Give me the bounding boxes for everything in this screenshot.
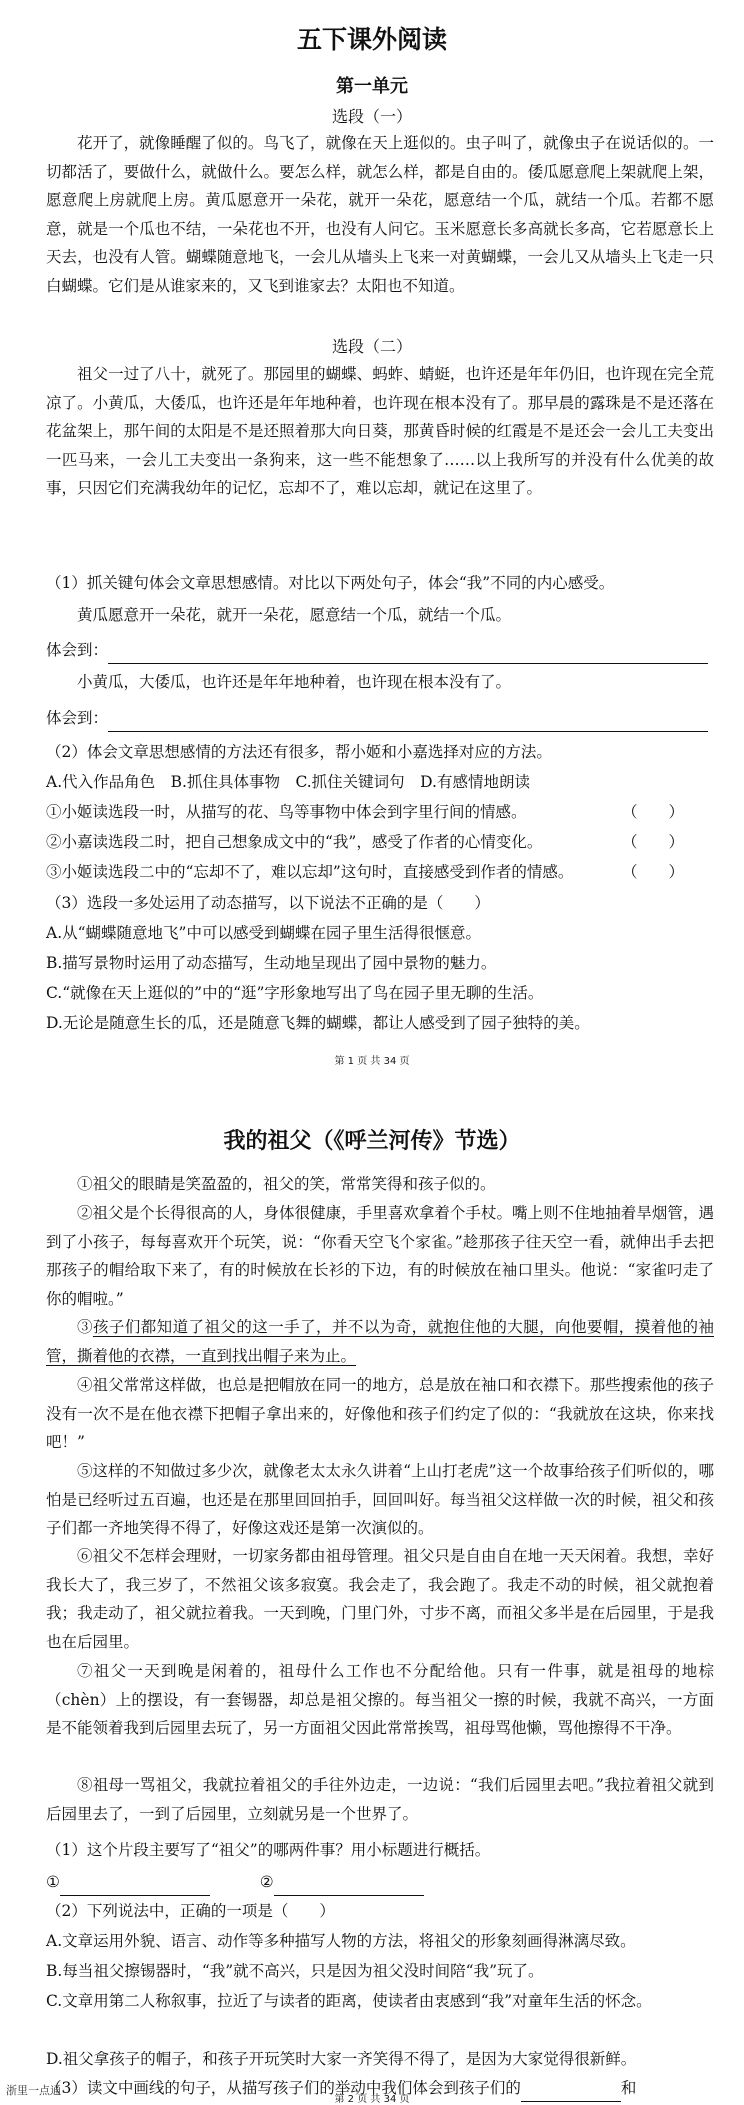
answer-blank-1[interactable] bbox=[60, 1875, 210, 1896]
watermark: 浙里一点通 bbox=[6, 2084, 61, 2097]
answer-paren[interactable]: （ ） bbox=[621, 863, 684, 881]
answer-paren[interactable]: （ ） bbox=[621, 833, 684, 851]
answer-blank-2[interactable] bbox=[274, 1875, 424, 1896]
underlined-sentence: 孩子们都知道了祖父的这一手了，并不以为奇，就抱住他的大腿，向他要帽，摸着他的袖管，撕着他的衣襟，一直到找出帽子来为止。 bbox=[46, 1318, 714, 1365]
question-1: （1）抓关键句体会文章思想感情。对比以下两处句子，体会“我”不同的内心感受。 bbox=[46, 574, 615, 592]
answer-label: 体会到： bbox=[46, 709, 109, 727]
question-3: （3）读文中画线的句子，从描写孩子们的举动中我们体会到孩子们的 和 bbox=[46, 2074, 714, 2102]
question-2-item-1: ①小姬读选段一时，从描写的花、鸟等事物中体会到字里行间的情感。 （ ） bbox=[46, 798, 714, 826]
paragraph-7: ⑦祖父一天到晚是闲着的，祖母什么工作也不分配给他。只有一件事，就是祖母的地棕（chèn）上的摆设，有一套锡器，却总是祖父擦的。每当祖父一擦的时候，我就不高兴，一方面是不能领着我到后园里去玩了，另一方面祖父因此常常挨骂，祖母骂他懒，骂他擦得不干净。 bbox=[46, 1662, 714, 1738]
question-2-option-a: A.文章运用外貌、语言、动作等多种描写人物的方法，将祖父的形象刻画得淋漓尽致。 bbox=[46, 1932, 636, 1950]
paragraph-8: ⑧祖母一骂祖父，我就拉着祖父的手往外边走，一边说：“我们后园里去吧。”我拉着祖父就到后园里去了，一到了后园里，立刻就另是一个世界了。 bbox=[46, 1776, 714, 1823]
question-1-sentence-1: 黄瓜愿意开一朵花，就开一朵花，愿意结一个瓜，就结一个瓜。 bbox=[77, 606, 512, 624]
paragraph-4: ④祖父常常这样做，也总是把帽放在同一的地方，总是放在袖口和衣襟下。那些搜索他的孩子没有一次不是在他衣襟下把帽子拿出来的，好像他和孩子们约定了似的：“我就放在这块，你来找吧！” bbox=[46, 1376, 714, 1452]
article-title: 我的祖父（《呼兰河传》节选） bbox=[223, 1129, 521, 1154]
question-2-options: A.代入作品角色 B.抓住具体事物 C.抓住关键词句 D.有感情地朗读 bbox=[46, 773, 530, 791]
page-2 bbox=[0, 1080, 744, 2104]
paragraph-3: ③孩子们都知道了祖父的这一手了，并不以为奇，就抱住他的大腿，向他要帽，摸着他的袖管，撕着他的衣襟，一直到找出帽子来为止。 bbox=[46, 1318, 714, 1365]
question-2-option-b: B.每当祖父擦锡器时，“我”就不高兴，只是因为祖父没时间陪“我”玩了。 bbox=[46, 1962, 544, 1980]
paragraph-2: ②祖父是个长得很高的人，身体很健康，手里喜欢拿着个手杖。嘴上则不住地抽着旱烟管，遇到了小孩子，每每喜欢开个玩笑，说：“你看天空飞个家雀。”趁那孩子往天空一看，就伸出手去把那孩子的帽给取下来了，有的时候放在长衫的下边，有的时候放在袖口里头。他说：“家雀叼走了你的帽啦。” bbox=[46, 1204, 714, 1308]
question-2-item-3: ③小姬读选段二中的“忘却不了，难以忘却”这句时，直接感受到作者的情感。 （ ） bbox=[46, 858, 714, 886]
question-3-option-d: D.无论是随意生长的瓜，还是随意飞舞的蝴蝶，都让人感受到了园子独特的美。 bbox=[46, 1014, 590, 1032]
section-1-text: 花开了，就像睡醒了似的。鸟飞了，就像在天上逛似的。虫子叫了，就像虫子在说话似的。一切都活了，要做什么，就做什么。要怎么样，就怎么样，都是自由的。倭瓜愿意爬上架就爬上架，愿意爬上房就爬上房。黄瓜愿意开一朵花，就开一朵花，愿意结一个瓜，就结一个瓜。若都不愿意，就是一个瓜也不结，一朵花也不开，也没有人问它。玉米愿意长多高就长多高，它若愿意长上天去，也没有人管。蝴蝶随意地飞，一会儿从墙头上飞来一对黄蝴蝶，一会儿又从墙头上飞走一只白蝴蝶。它们是从谁家来的，又飞到谁家去？太阳也不知道。 bbox=[46, 134, 714, 295]
section-2-title: 选段（二） bbox=[331, 337, 412, 356]
question-2-item-2: ②小嘉读选段二时，把自己想象成文中的“我”，感受了作者的心情变化。 （ ） bbox=[46, 828, 714, 856]
answer-paren[interactable]: （ ） bbox=[621, 803, 684, 821]
answer-blank[interactable] bbox=[108, 643, 708, 664]
question-2: （2）体会文章思想感情的方法还有很多，帮小姬和小嘉选择对应的方法。 bbox=[46, 743, 552, 761]
paragraph-5: ⑤这样的不知做过多少次，就像老太太永久讲着“上山打老虎”这一个故事给孩子们听似的，哪怕是已经听过五百遍，也还是在那里回回拍手，回回叫好。每当祖父这样做一次的时候，祖父和孩子们都一齐地笑得不得了，好像这戏还是第一次演似的。 bbox=[46, 1462, 714, 1538]
question-2: （2）下列说法中，正确的一项是（ ） bbox=[46, 1902, 335, 1920]
answer-row-2 bbox=[46, 704, 714, 732]
unit-heading: 第一单元 bbox=[336, 76, 408, 97]
question-3-option-b: B.描写景物时运用了动态描写，生动地呈现出了园中景物的魅力。 bbox=[46, 954, 497, 972]
question-3-option-c: C.“就像在天上逛似的”中的“逛”字形象地写出了鸟在园子里无聊的生活。 bbox=[46, 984, 544, 1002]
question-1-sentence-2: 小黄瓜，大倭瓜，也许还是年年地种着，也许现在根本没有了。 bbox=[77, 673, 512, 691]
question-2-option-d: D.祖父拿孩子的帽子，和孩子开玩笑时大家一齐笑得不得了，是因为大家觉得很新鲜。 bbox=[46, 2050, 637, 2068]
question-3: （3）选段一多处运用了动态描写，以下说法不正确的是（ ） bbox=[46, 894, 490, 912]
page-footer: 第 2 页 共 34 页 bbox=[334, 2094, 410, 2105]
question-3-option-a: A.从“蝴蝶随意地飞”中可以感受到蝴蝶在园子里生活得很惬意。 bbox=[46, 924, 481, 942]
question-1-answers: ① ② bbox=[46, 1868, 714, 1896]
answer-row-1 bbox=[46, 636, 714, 664]
paragraph-1: ①祖父的眼睛是笑盈盈的，祖父的笑，常常笑得和孩子似的。 bbox=[77, 1175, 496, 1193]
question-1: （1）这个片段主要写了“祖父”的哪两件事？用小标题进行概括。 bbox=[46, 1841, 491, 1859]
question-2-option-c: C.文章用第二人称叙事，拉近了与读者的距离，使读者由衷感到“我”对童年生活的怀念。 bbox=[46, 1992, 652, 2010]
answer-blank[interactable] bbox=[108, 711, 708, 732]
section-1-title: 选段（一） bbox=[331, 107, 412, 126]
paragraph-6: ⑥祖父不怎样会理财，一切家务都由祖母管理。祖父只是自由自在地一天天闲着。我想，幸好我长大了，我三岁了，不然祖父该多寂寞。我会走了，我会跑了。我走不动的时候，祖父就抱着我；我走动了，祖父就拉着我。一天到晚，门里门外，寸步不离，而祖父多半是在后园里，于是我也在后园里。 bbox=[46, 1547, 714, 1651]
section-2-text: 祖父一过了八十，就死了。那园里的蝴蝶、蚂蚱、蜻蜓，也许还是年年仍旧，也许现在完全荒凉了。小黄瓜，大倭瓜，也许还是年年地种着，也许现在根本没有了。那早晨的露珠是不是还落在花盆架上，那午间的太阳是不是还照着那大向日葵，那黄昏时候的红霞是不是还会一会儿工夫变出一匹马来，一会儿工夫变出一条狗来，这一些不能想象了……以上我所写的并没有什么优美的故事，只因它们充满我幼年的记忆，忘却不了，难以忘却，就记在这里了。 bbox=[46, 365, 714, 498]
page-footer: 第 1 页 共 34 页 bbox=[334, 1056, 410, 1067]
answer-label: 体会到： bbox=[46, 641, 109, 659]
page-title: 五下课外阅读 bbox=[296, 25, 447, 54]
